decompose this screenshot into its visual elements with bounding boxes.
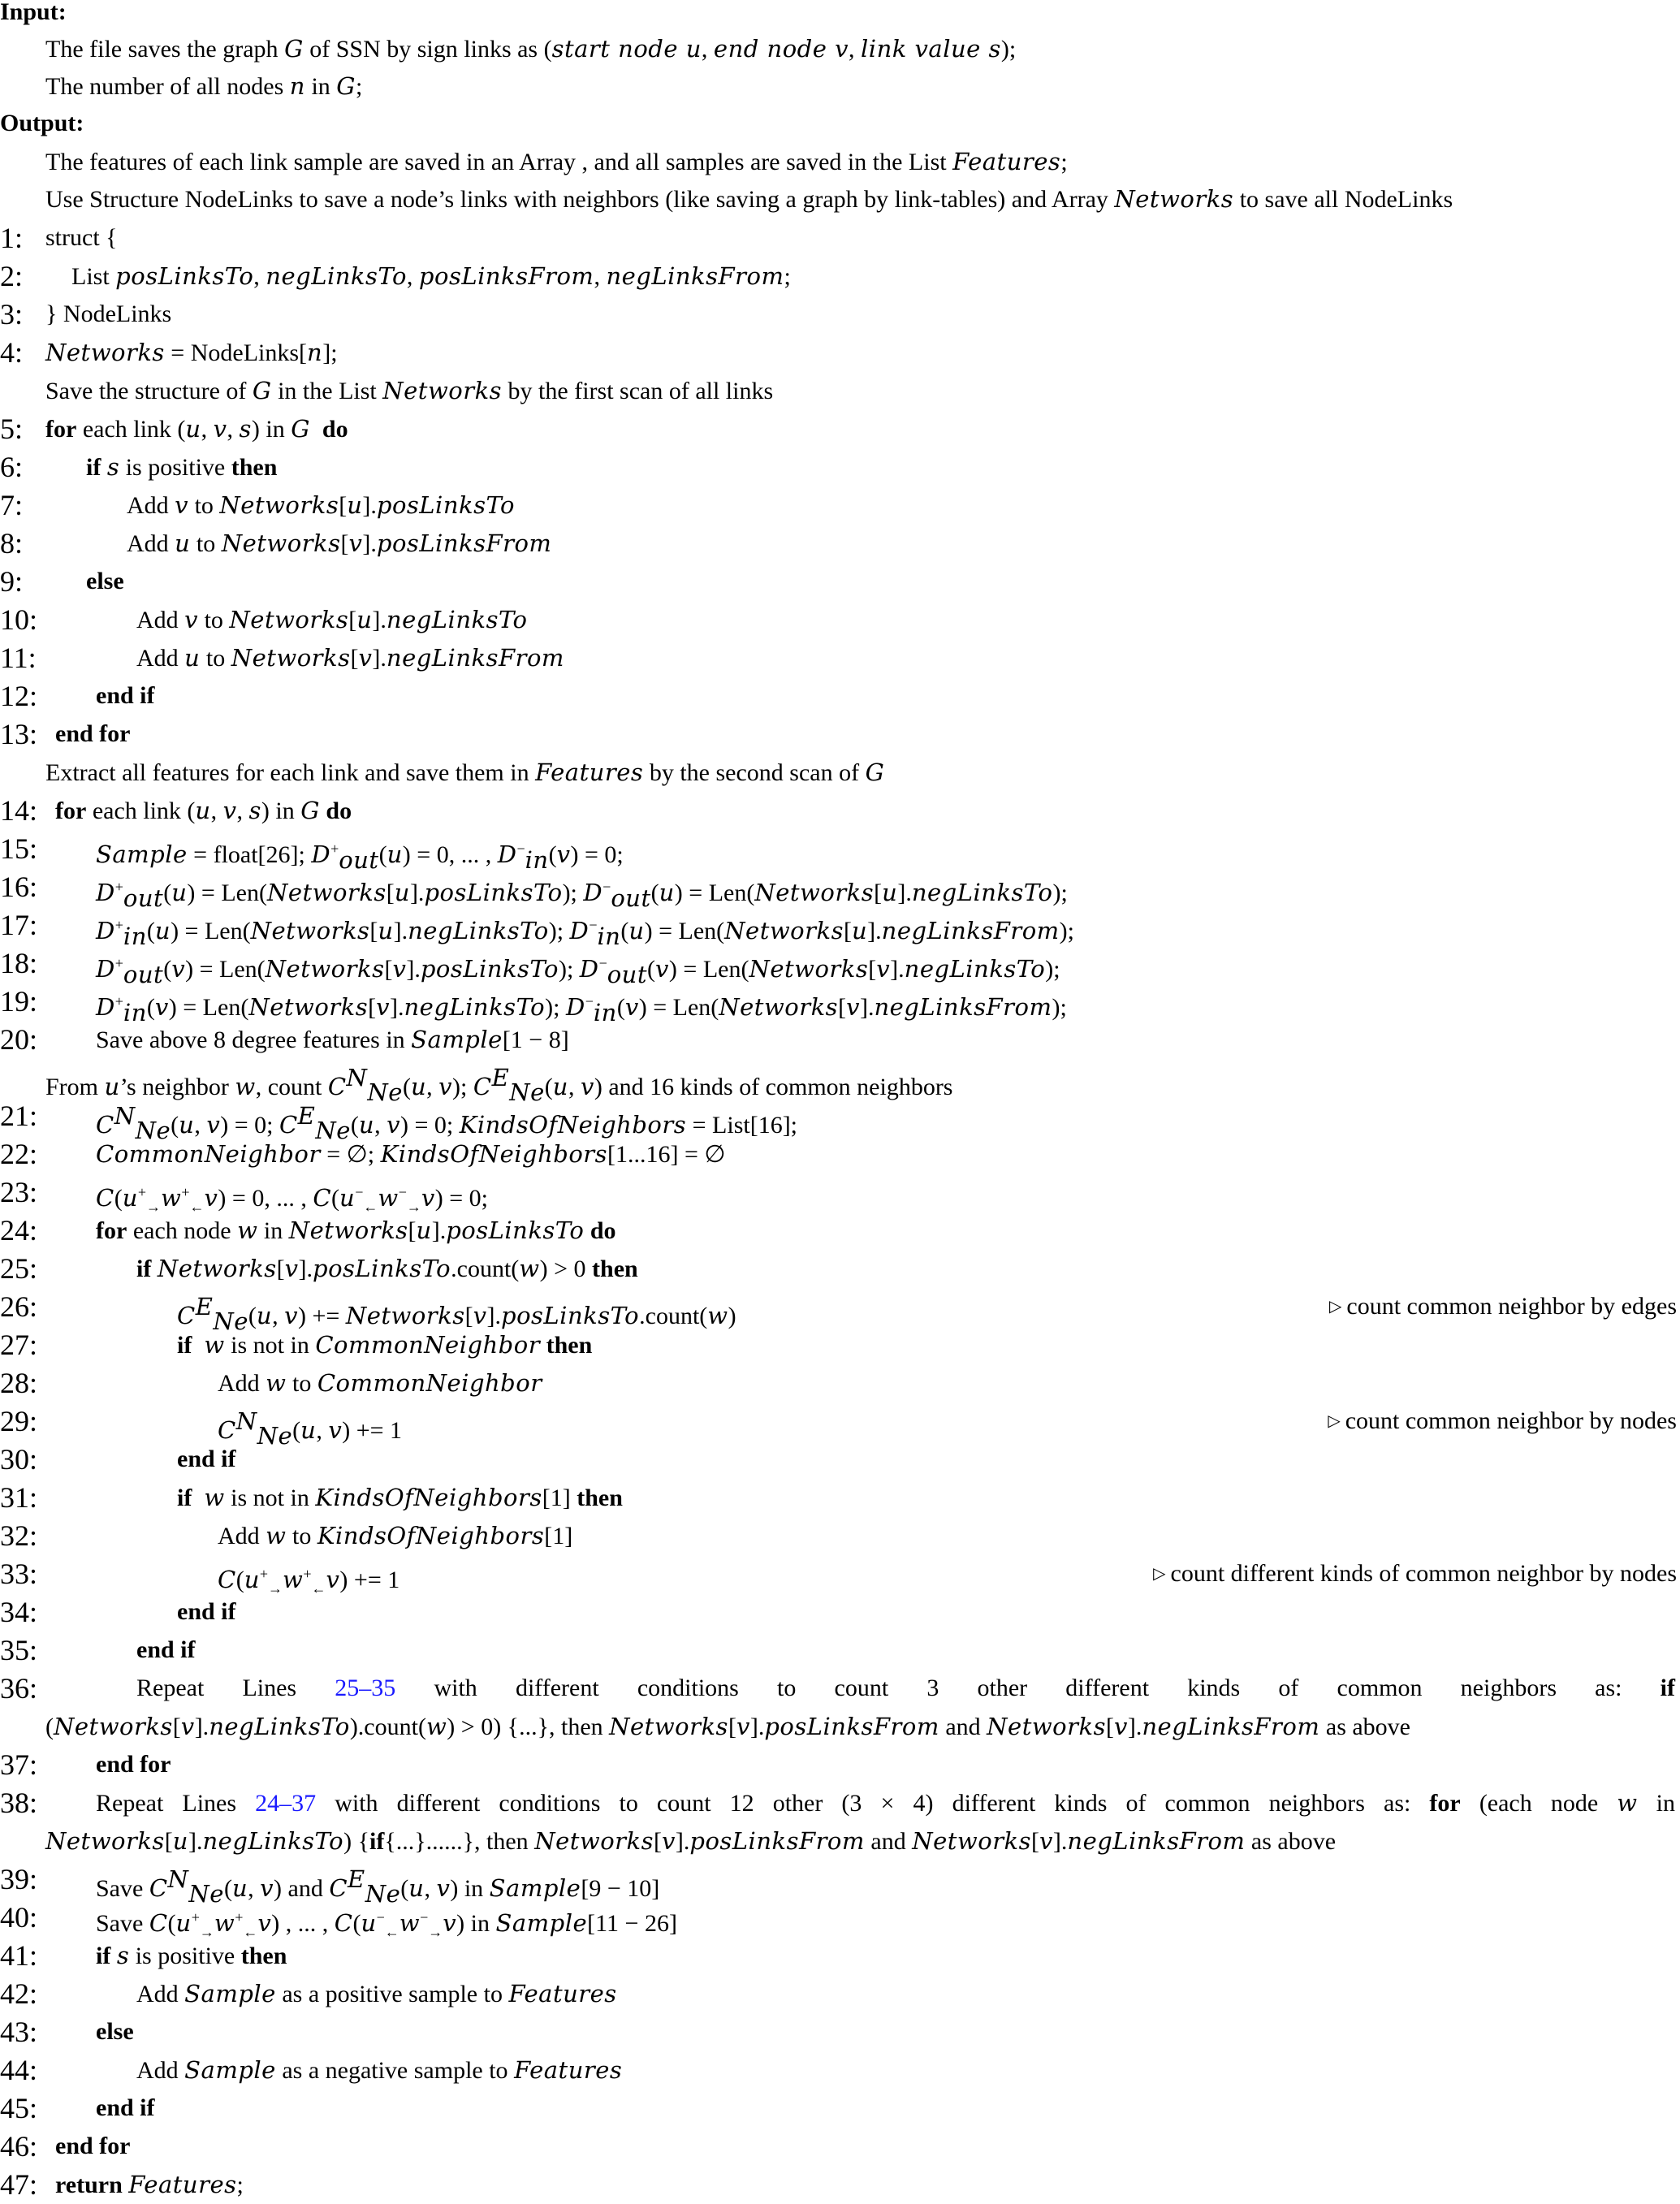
algo-line: 39: Save $C^N_{Ne}(u$, v) and $C^E_{Ne}(u$, v) in Sample[9 − 10] <box>0 1863 660 1908</box>
algo-line: 28: Add w to CommonNeighbor <box>0 1367 542 1399</box>
line-comment: ▷ count common neighbor by nodes <box>1328 1407 1677 1434</box>
input-line-2: The number of all nodes n in G; <box>45 72 363 100</box>
algo-line: 24: for each node w in Networks[u].posLinksTo do <box>0 1214 616 1247</box>
algo-line: 47: return Features; <box>0 2168 244 2201</box>
algo-line: 37: end for <box>0 1748 171 1781</box>
algo-line: 20: Save above 8 degree features in Sample[1 − 8] <box>0 1023 569 1056</box>
input-label: Input: <box>0 0 67 25</box>
algo-line: 36: Repeat Lines 25–35 with different conditions to count 3 other different kinds of common neighbors as: if <box>0 1672 1675 1705</box>
algo-line: 25: if Networks[v].posLinksTo.count(w) > 0 then <box>0 1252 638 1285</box>
algo-line: 38: Repeat Lines 24–37 with different conditions to count 12 other (3 × 4) different kinds of common neighbors as: for (each node w in <box>0 1787 1675 1819</box>
algo-line: 6: if s is positive then <box>0 451 278 483</box>
algo-comment-line: From u’s neighbor w, count $C^N_{Ne}(u$, v); $C^E_{Ne}(u$, v) and 16 kinds of common neighbors <box>45 1064 953 1106</box>
algo-line: 34: end if <box>0 1596 236 1628</box>
algo-line: 11: Add u to Networks[v].negLinksFrom <box>0 642 564 674</box>
algo-line: 46: end for <box>0 2130 131 2163</box>
algo-comment-line: Extract all features for each link and save them in Features by the second scan of G <box>45 758 885 786</box>
algo-line: 12: end if <box>0 680 155 712</box>
algo-comment-line: Save the structure of G in the List Networks by the first scan of all links <box>45 377 774 404</box>
algo-line: 27: if w is not in CommonNeighbor then <box>0 1329 593 1361</box>
algo-line: 9: else <box>0 565 124 598</box>
algo-line: 45: end if <box>0 2092 155 2124</box>
algo-line: 30: end if <box>0 1443 236 1476</box>
algo-line: 42: Add Sample as a positive sample to Features <box>0 1977 617 2010</box>
output-line-1: The features of each link sample are saved in an Array , and all samples are saved in the List Features; <box>45 148 1068 175</box>
algo-line: 41: if s is positive then <box>0 1939 287 1972</box>
algo-line: 44: Add Sample as a negative sample to Features <box>0 2054 623 2086</box>
algo-line: 1: struct { <box>0 222 118 254</box>
comment-triangle-icon: ▷ <box>1329 1298 1342 1316</box>
line-ref-link-24-37[interactable]: 24–37 <box>255 1790 317 1817</box>
algo-line: 22: CommonNeighbor = ∅; KindsOfNeighbors[1...16] = ∅ <box>0 1138 726 1170</box>
algo-line: 26: $C^E_{Ne}(u$, v) += Networks[v].posLinksTo.count(w) ▷ count common neighbor by edges <box>0 1288 1680 1325</box>
algo-line: 5: for each link (u, v, s) in G do <box>0 413 348 445</box>
algo-line: 13: end for <box>0 718 131 750</box>
algo-line: 19: $D^+_{in}(v)$ = Len(Networks[v].negLinksTo); $D^-_{in}(v)$ = Len(Networks[v].negLinksFrom); <box>0 985 1067 1026</box>
algo-line: 32: Add w to KindsOfNeighbors[1] <box>0 1519 573 1552</box>
algo-line: 8: Add u to Networks[v].posLinksFrom <box>0 527 552 560</box>
line-comment: ▷ count different kinds of common neighbor by nodes <box>1153 1560 1677 1587</box>
algo-line: 18: $D^+_{out}(v)$ = Len(Networks[v].posLinksTo); $D^-_{out}(v)$ = Len(Networks[v].negLinksTo); <box>0 947 1060 988</box>
algo-continuation-line: (Networks[v].negLinksTo).count(w) > 0) {...}, then Networks[v].posLinksFrom and Networks[v].negLinksFrom as above <box>45 1713 1410 1740</box>
algo-line: 40: Save $C(u^+_\to w^+_\leftarrow v)$ , ... , $C(u^-_\leftarrow w^-_\to v)$ in Sample[11 − 26] <box>0 1901 677 1940</box>
comment-triangle-icon: ▷ <box>1328 1412 1341 1430</box>
output-line-2: Use Structure NodeLinks to save a node’s links with neighbors (like saving a graph by link-tables) and Array Networks to save all NodeLinks <box>45 185 1453 213</box>
algo-line: 2: List posLinksTo, negLinksTo, posLinksFrom, negLinksFrom; <box>0 260 791 292</box>
output-label: Output: <box>0 110 84 136</box>
algo-line: 17: $D^+_{in}(u)$ = Len(Networks[u].negLinksTo); $D^-_{in}(u)$ = Len(Networks[u].negLinksFrom); <box>0 909 1074 950</box>
algo-line: 43: else <box>0 2016 134 2048</box>
algo-line: 16: $D^+_{out}(u)$ = Len(Networks[u].posLinksTo); $D^-_{out}(u)$ = Len(Networks[u].negLinksTo); <box>0 871 1068 912</box>
algo-line: 31: if w is not in KindsOfNeighbors[1] then <box>0 1481 623 1514</box>
algo-line: 23: $C(u^+_\to w^+_\leftarrow v) = 0$, ... , $C(u^-_\leftarrow w^-_\to v) = 0$; <box>0 1176 489 1215</box>
algo-line: 14: for each link (u, v, s) in G do <box>0 794 352 827</box>
algo-line: 33: $C(u^+_\to w^+_\leftarrow v) += 1$ ▷ count different kinds of common neighbor by nodes <box>0 1555 1680 1592</box>
algo-continuation-line: Networks[u].negLinksTo) {if{...}......}, then Networks[v].posLinksFrom and Networks[v].negLinksFrom as above <box>45 1827 1337 1855</box>
algo-line: 3: } NodeLinks <box>0 298 172 331</box>
algo-line: 15: Sample = float[26]; $D^+_{out}(u) = 0$, ... , $D^-_{in}(v) = 0$; <box>0 832 624 874</box>
algo-line: 10: Add v to Networks[u].negLinksTo <box>0 603 528 636</box>
line-ref-link-25-35[interactable]: 25–35 <box>335 1675 396 1701</box>
algo-line: 35: end if <box>0 1634 196 1666</box>
line-comment: ▷ count common neighbor by edges <box>1329 1293 1677 1320</box>
algo-line: 29: $C^N_{Ne}(u$, v) += 1 ▷ count common neighbor by nodes <box>0 1402 1680 1440</box>
input-line-1: The file saves the graph G of SSN by sign links as (start node u, end node v, link value s); <box>45 35 1017 63</box>
algo-line: 7: Add v to Networks[u].posLinksTo <box>0 489 516 521</box>
algo-line: 4: Networks = NodeLinks[n]; <box>0 336 338 369</box>
algo-line: 21: $C^N_{Ne}(u$, v) = 0; $C^E_{Ne}(u$, v) = 0; KindsOfNeighbors = List[16]; <box>0 1100 798 1144</box>
comment-triangle-icon: ▷ <box>1153 1565 1166 1583</box>
